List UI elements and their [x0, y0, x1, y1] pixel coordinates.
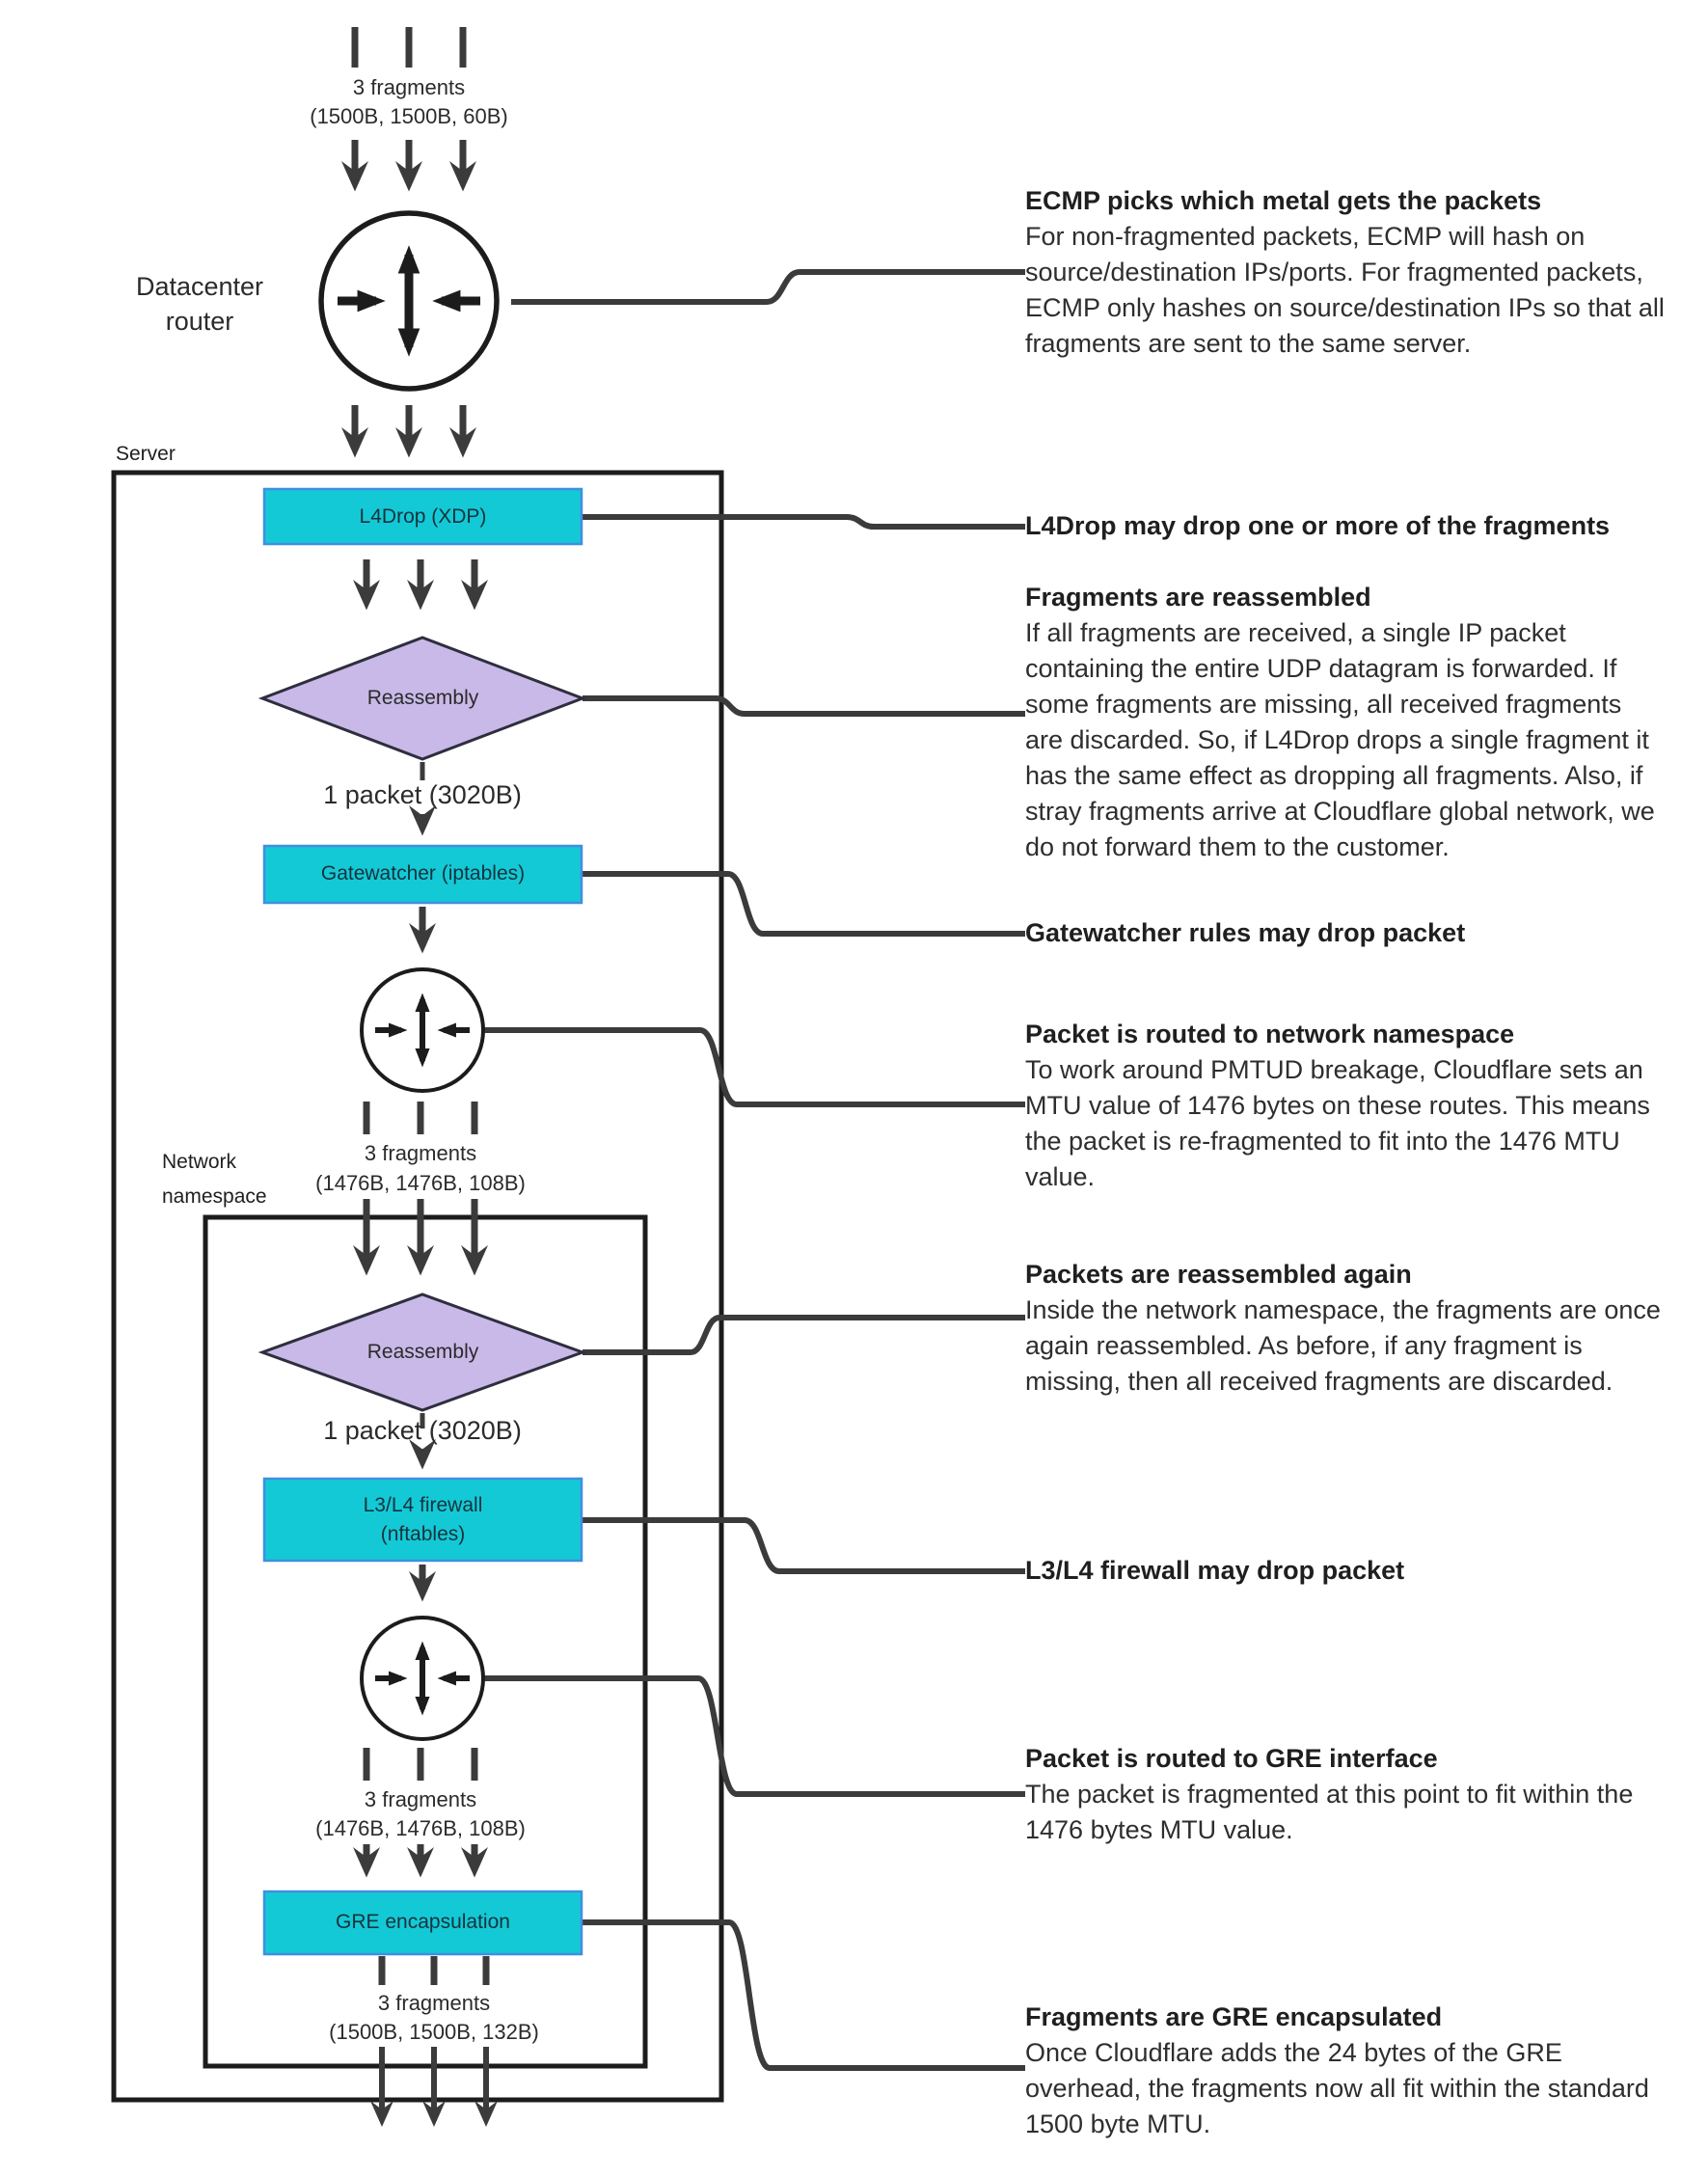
arrows-into-router — [355, 140, 463, 181]
fragment-dashes-mid — [366, 1102, 474, 1134]
fragments-in-label: 3 fragments — [352, 75, 466, 99]
annotation-line: containing the entire UDP datagram is forwarded. If — [1025, 654, 1617, 683]
fragment-dashes-out — [382, 1956, 486, 1985]
packet1-label: 1 packet (3020B) — [323, 780, 522, 809]
datacenter-router-label-1: Datacenter — [135, 272, 264, 301]
annotation-line: some fragments are missing, all received fragments — [1025, 690, 1622, 719]
annotation-route-netns — [1025, 1017, 1700, 1195]
fragments-in-sizes: (1500B, 1500B, 60B) — [310, 104, 508, 128]
annotation-title: Packets are reassembled again — [1025, 1260, 1412, 1289]
server-label: Server — [116, 443, 176, 465]
connector-ecmp — [511, 272, 1025, 302]
route-gre-router-icon — [362, 1618, 483, 1739]
annotation-title: Fragments are reassembled — [1025, 583, 1371, 612]
reassembly2-label: Reassembly — [366, 1341, 479, 1363]
annotation-line: ECMP only hashes on source/destination IPs so that all — [1025, 293, 1665, 322]
annotation-route-gre — [1025, 1741, 1700, 1848]
fragments-out-label: 3 fragments — [377, 1991, 491, 2015]
annotation-line: 1500 byte MTU. — [1025, 2109, 1211, 2138]
fragment-dashes-gre — [366, 1748, 474, 1781]
gatewatcher-label: Gatewatcher (iptables) — [320, 862, 526, 884]
reassembly1-label: Reassembly — [366, 687, 479, 709]
annotation-line: To work around PMTUD breakage, Cloudflare sets an — [1025, 1055, 1643, 1084]
annotation-line: If all fragments are received, a single IP packet — [1025, 618, 1566, 647]
arrows-into-server — [355, 405, 463, 448]
annotation-line: again reassembled. As before, if any fragment is — [1025, 1331, 1583, 1360]
annotation-reassembled-again — [1025, 1257, 1700, 1400]
datacenter-router-icon — [321, 213, 497, 389]
annotation-reassembled — [1025, 580, 1700, 865]
annotation-line: overhead, the fragments now all fit within the standard — [1025, 2074, 1649, 2103]
datacenter-router-label-2: router — [165, 307, 234, 336]
arrows-into-gre — [366, 1844, 474, 1867]
connector-firewall — [582, 1520, 1025, 1571]
route-netns-router-icon — [362, 969, 483, 1091]
fragments-out-sizes: (1500B, 1500B, 132B) — [329, 2020, 539, 2044]
network-namespace-label-1: Network — [162, 1151, 237, 1173]
gre-label: GRE encapsulation — [336, 1911, 510, 1933]
annotation-line: Once Cloudflare adds the 24 bytes of the GRE — [1025, 2038, 1562, 2067]
annotation-line: the packet is re-fragmented to fit into the 1476 MTU — [1025, 1127, 1620, 1156]
annotation-line: missing, then all received fragments are discarded. — [1025, 1367, 1613, 1396]
connector-route-netns — [483, 1030, 1025, 1104]
firewall-label-1: L3/L4 firewall — [363, 1494, 483, 1516]
fragments-gre-sizes: (1476B, 1476B, 108B) — [315, 1816, 526, 1840]
arrows-out-of-server — [382, 2047, 486, 2118]
annotation-line: Inside the network namespace, the fragments are once — [1025, 1295, 1661, 1324]
annotation-line: MTU value of 1476 bytes on these routes. This means — [1025, 1091, 1650, 1120]
annotation-line: stray fragments arrive at Cloudflare global network, we — [1025, 797, 1655, 826]
annotation-firewall — [1025, 1553, 1700, 1589]
firewall-label-2: (nftables) — [380, 1523, 466, 1545]
annotation-gatewatcher — [1025, 915, 1700, 951]
fragment-dashes-top — [355, 27, 463, 68]
connector-reassembly2 — [583, 1318, 1025, 1352]
annotation-line: do not forward them to the customer. — [1025, 832, 1450, 861]
connector-gre-encap — [582, 1922, 1025, 2068]
fragments-mid-sizes: (1476B, 1476B, 108B) — [315, 1171, 526, 1195]
annotation-ecmp — [1025, 183, 1700, 362]
annotation-title: Packet is routed to network namespace — [1025, 1020, 1515, 1048]
annotation-line: For non-fragmented packets, ECMP will hash on — [1025, 222, 1586, 251]
annotation-gre-encap — [1025, 2000, 1700, 2142]
annotation-line: has the same effect as dropping all fragments. Also, if — [1025, 761, 1643, 790]
network-namespace-label-2: namespace — [162, 1185, 267, 1208]
annotation-title: Packet is routed to GRE interface — [1025, 1744, 1438, 1773]
annotation-title: L3/L4 firewall may drop packet — [1025, 1556, 1405, 1585]
annotation-title: Fragments are GRE encapsulated — [1025, 2002, 1443, 2031]
annotation-line: value. — [1025, 1162, 1096, 1191]
annotation-line: are discarded. So, if L4Drop drops a single fragment it — [1025, 725, 1649, 754]
fragments-mid-label: 3 fragments — [364, 1141, 477, 1165]
connector-reassembly1 — [583, 698, 1025, 714]
annotation-l4drop — [1025, 508, 1700, 544]
annotation-title: L4Drop may drop one or more of the fragments — [1025, 511, 1611, 540]
firewall-box — [264, 1479, 582, 1561]
packet2-label: 1 packet (3020B) — [323, 1416, 522, 1445]
arrows-into-netns — [366, 1199, 474, 1265]
annotation-line: source/destination IPs/ports. For fragmented packets, — [1025, 258, 1643, 286]
connector-route-gre — [483, 1678, 1025, 1794]
arrows-into-reassembly1 — [366, 559, 474, 600]
fragments-gre-label: 3 fragments — [364, 1787, 477, 1811]
annotation-line: The packet is fragmented at this point to fit within the — [1025, 1780, 1634, 1809]
annotation-title: ECMP picks which metal gets the packets — [1025, 186, 1542, 215]
annotation-title: Gatewatcher rules may drop packet — [1025, 918, 1466, 947]
connector-gatewatcher — [582, 874, 1025, 934]
connector-l4drop — [582, 517, 1025, 527]
annotation-line: fragments are sent to the same server. — [1025, 329, 1472, 358]
l4drop-label: L4Drop (XDP) — [359, 505, 487, 528]
annotation-line: 1476 bytes MTU value. — [1025, 1815, 1293, 1844]
